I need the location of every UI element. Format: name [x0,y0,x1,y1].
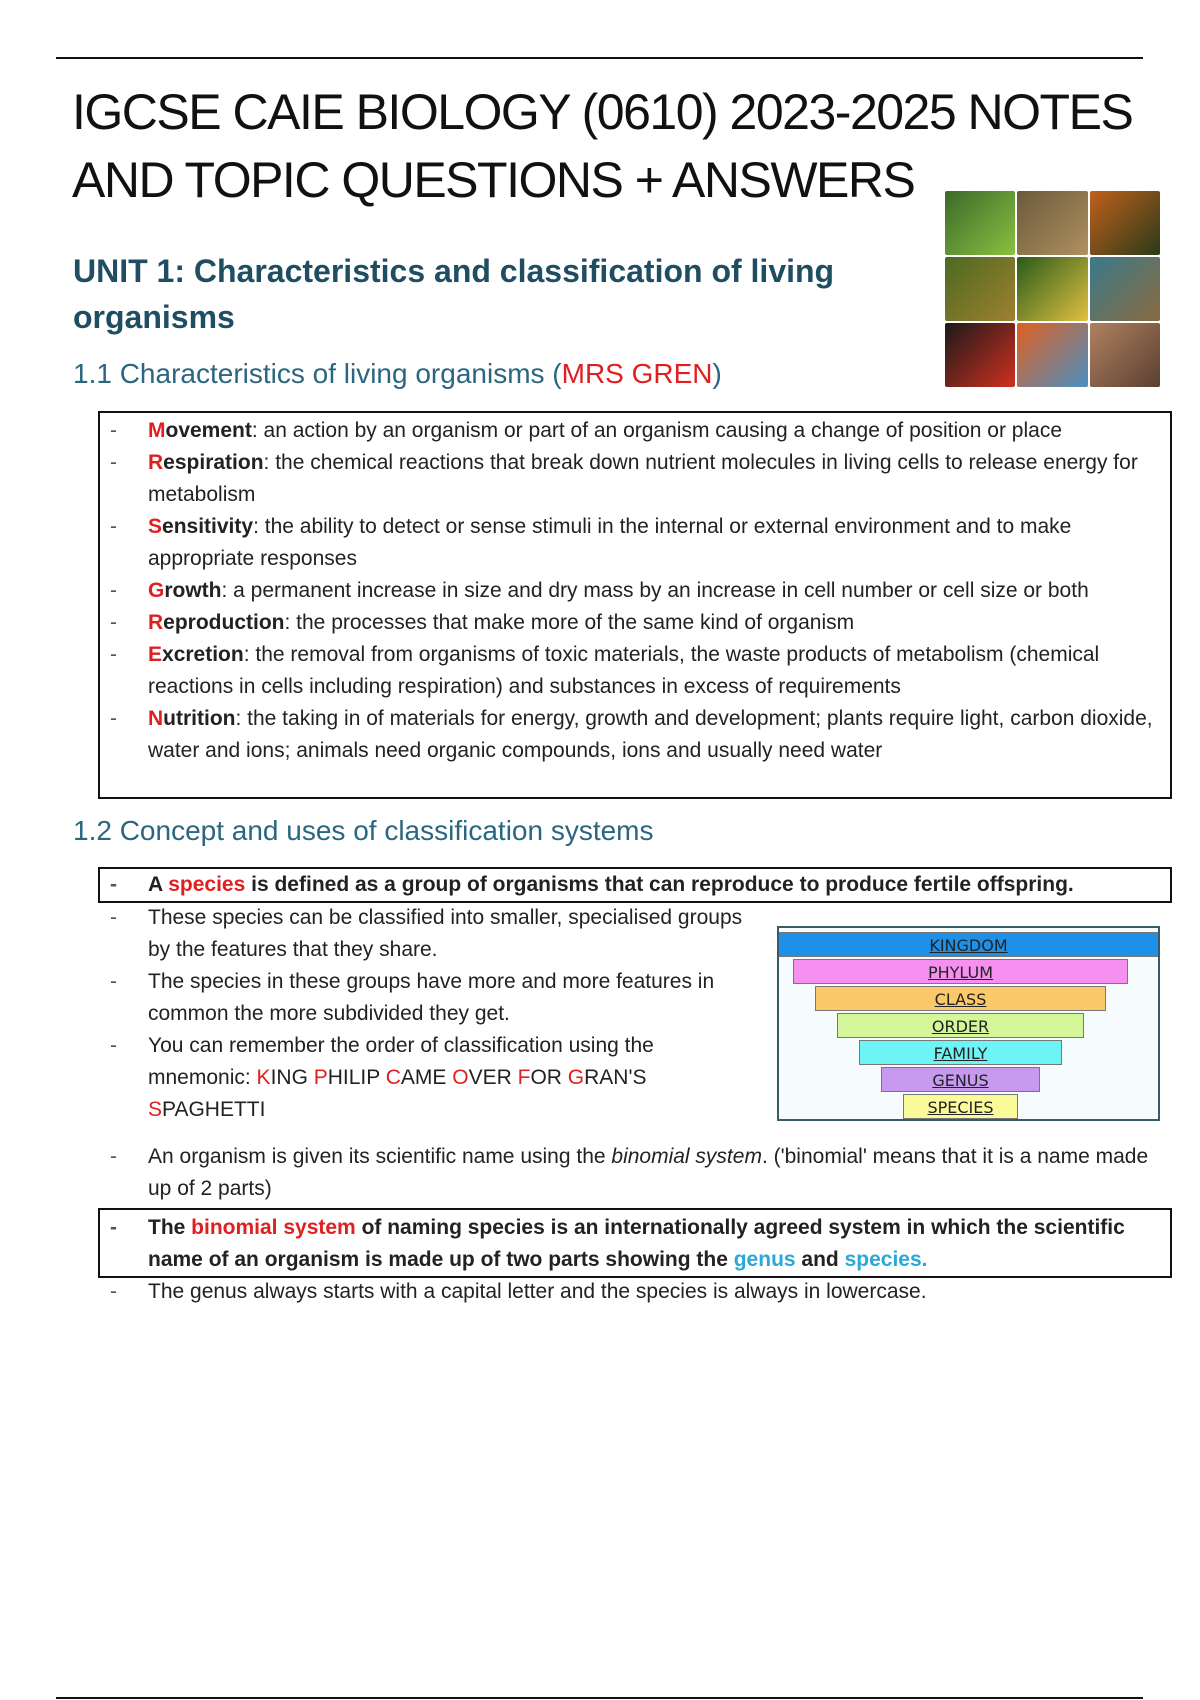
characteristic-item: - Movement: an action by an organism or part of an organism causing a change of position or place [100,415,1170,447]
characteristic-item: - Reproduction: the processes that make more of the same kind of organism [100,607,1170,639]
characteristics-box [98,411,1172,799]
mnemonic-initial: G [567,1066,585,1089]
mnemonic-rest: OR [530,1066,568,1089]
mnemonic-initial: C [385,1066,401,1089]
classification-hierarchy-diagram [777,926,1160,1121]
species-definition-box [98,867,1172,903]
binomial-intro: - An organism is given its scientific name using the binomial system. ('binomial' means that it is a name made up of 2 parts) [100,1141,1170,1205]
mnemonic-initial: F [517,1066,531,1089]
bottom-rule [56,1697,1143,1699]
unit-heading: UNIT 1: Characteristics and classification of living organisms [73,253,835,335]
hierarchy-level-class: CLASS [815,986,1106,1011]
top-rule [56,57,1143,59]
binomial-definition: - The binomial system of naming species is an internationally agreed system in which the scientific name of an organism is made up of two parts showing the genus and species. [100,1212,1170,1276]
mnemonic-rest: RAN'S [584,1066,647,1089]
binomial-definition-box [98,1208,1172,1278]
genus-note-list [100,1276,1170,1308]
characteristic-item: - Sensitivity: the ability to detect or sense stimuli in the internal or external environment and to make appropriate responses [100,511,1170,575]
characteristic-item: - Respiration: the chemical reactions that break down nutrient molecules in living cells to release energy for metabolism [100,447,1170,511]
mnemonic-rest: AME [400,1066,453,1089]
characteristic-item: - Nutrition: the taking in of materials for energy, growth and development; plants require light, carbon dioxide, water and ions; animals need organic compounds, ions and usually need water [100,703,1170,767]
hierarchy-level-family: FAMILY [859,1040,1062,1065]
classification-bullets [100,902,750,1126]
mnemonic-item: - You can remember the order of classification using the mnemonic: KING PHILIP CAME OVER FOR GRAN'S SPAGHETTI [100,1030,750,1126]
hierarchy-level-species: SPECIES [903,1094,1018,1119]
mnemonic-rest: PAGHETTI [162,1098,266,1121]
characteristic-item: - Growth: a permanent increase in size and dry mass by an increase in cell number or cell size or both [100,575,1170,607]
mnemonic-rest: VER [468,1066,518,1089]
list-item: - These species can be classified into smaller, specialised groups by the features that they share. [100,902,750,966]
title-line-2: AND TOPIC QUESTIONS + ANSWERS [72,152,915,208]
characteristic-item: - Excretion: the removal from organisms of toxic materials, the waste products of metabolism (chemical reactions in cells including respiration) and substances in excess of requirements [100,639,1170,703]
mnemonic-rest: HILIP [327,1066,386,1089]
genus-note: - The genus always starts with a capital letter and the species is always in lowercase. [100,1276,1170,1308]
hierarchy-level-genus: GENUS [881,1067,1040,1092]
binomial-intro-list [100,1141,1170,1205]
mnemonic-initial: O [452,1066,469,1089]
species-definition: - A species is defined as a group of organisms that can reproduce to produce fertile offspring. [100,869,1170,901]
title-line-1: IGCSE CAIE BIOLOGY (0610) 2023-2025 NOTES [72,84,1133,140]
organisms-photo-collage [945,191,1160,387]
section-1-2-heading: 1.2 Concept and uses of classification systems [73,815,654,846]
mnemonic-rest: ING [270,1066,314,1089]
hierarchy-level-order: ORDER [837,1013,1084,1038]
hierarchy-level-kingdom: KINGDOM [779,932,1158,957]
hierarchy-level-phylum: PHYLUM [793,959,1128,984]
section-1-1-heading: 1.1 Characteristics of living organisms (MRS GREN) [73,358,722,389]
mnemonic-initial: P [313,1066,328,1089]
mnemonic-initial: K [256,1066,271,1089]
mnemonic-initial: S [148,1098,163,1121]
list-item: - The species in these groups have more and more features in common the more subdivided they get. [100,966,750,1030]
